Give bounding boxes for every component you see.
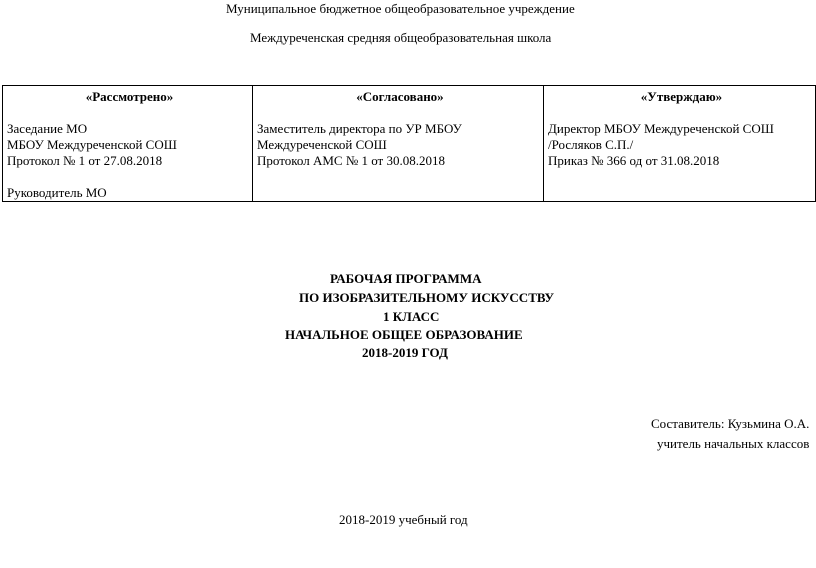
considered-line: МБОУ Междуреченской СОШ [7,137,177,152]
approved-heading: «Утверждаю» [640,89,723,104]
agreed-line: Протокол АМС № 1 от 30.08.2018 [257,153,445,168]
agreed-cell [253,86,544,202]
agreed-heading: «Согласовано» [356,89,444,104]
considered-cell [3,86,253,202]
approval-table [2,85,816,202]
approved-line: Директор МБОУ Междуреченской СОШ [548,121,774,136]
considered-line: Руководитель МО [7,185,107,200]
approved-line: /Росляков С.П./ [548,137,634,152]
approved-line: Приказ № 366 од от 31.08.2018 [548,153,720,168]
agreed-line: Заместитель директора по УР МБОУ [257,121,462,136]
considered-line: Протокол № 1 от 27.08.2018 [7,153,163,168]
program-grade: 1 КЛАСС [383,309,440,324]
considered-heading: «Рассмотрено» [85,89,174,104]
program-title: РАБОЧАЯ ПРОГРАММА [330,271,482,286]
academic-year: 2018-2019 учебный год [339,512,468,527]
approved-cell [544,86,816,202]
compiler-name: Составитель: Кузьмина О.А. [651,416,810,431]
agreed-line: Междуреченской СОШ [257,137,387,152]
program-level: НАЧАЛЬНОЕ ОБЩЕЕ ОБРАЗОВАНИЕ [285,327,523,342]
program-year: 2018-2019 ГОД [362,345,448,360]
considered-line: Заседание МО [7,121,88,136]
school-type-line: Муниципальное бюджетное общеобразовательное учреждение [226,1,575,16]
compiler-position: учитель начальных классов [657,436,810,451]
program-subject: ПО ИЗОБРАЗИТЕЛЬНОМУ ИСКУССТВУ [299,290,555,305]
school-name-line: Междуреченская средняя общеобразовательная школа [250,30,552,45]
